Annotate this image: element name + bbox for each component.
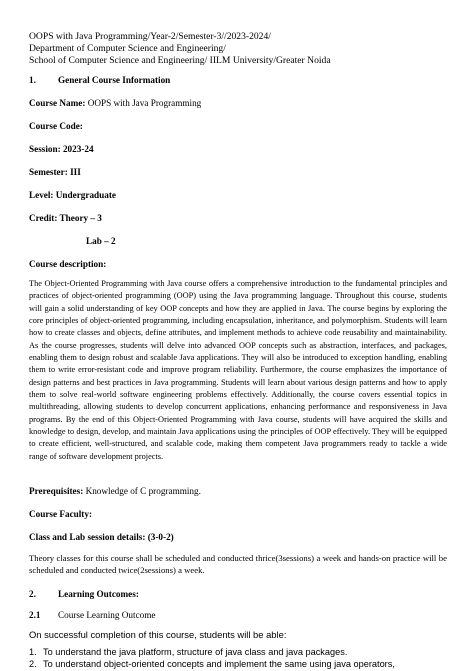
outcome-item (29, 647, 347, 659)
prerequisites-label: Prerequisites: (29, 486, 84, 496)
header-line-2: Department of Computer Science and Engineering/ (29, 43, 226, 54)
section-number: 2. (29, 589, 36, 599)
section-title: General Course Information (58, 75, 171, 85)
course-name-value: OOPS with Java Programming (87, 98, 202, 108)
header-line-3: School of Computer Science and Engineering/ IILM University/Greater Noida (29, 55, 331, 66)
level-line: Level: Undergraduate (29, 190, 117, 200)
class-lab-heading: Class and Lab session details: (3-0-2) (29, 532, 174, 542)
semester-line: Semester: III (29, 167, 81, 177)
header-line-1: OOPS with Java Programming/Year-2/Semester-3//2023-2024/ (29, 31, 271, 42)
outcome-number: 1. (29, 647, 37, 657)
credit-line: Credit: Theory – 3 (29, 213, 102, 223)
subsection-title: Course Learning Outcome (58, 610, 156, 620)
outcome-text: To understand the java platform, structure of java class and java packages. (43, 647, 348, 657)
section-1-heading (29, 74, 170, 86)
outcome-item (29, 659, 395, 671)
lab-credit-line: Lab – 2 (86, 236, 116, 246)
course-name-label: Course Name: (29, 98, 86, 108)
section-title: Learning Outcomes: (58, 589, 139, 599)
subsection-2-1-heading (29, 609, 155, 621)
class-lab-paragraph: Theory classes for this course shall be scheduled and conducted thrice(3sessions) a week and hands-on practice will be scheduled and conducted twice(2sessions) a week. (29, 553, 447, 576)
course-code-label: Course Code: (29, 121, 83, 131)
prerequisites-row (29, 485, 201, 497)
session-line: Session: 2023-24 (29, 144, 94, 154)
subsection-number: 2.1 (29, 610, 41, 620)
prerequisites-value: Knowledge of C programming. (85, 486, 201, 496)
course-description-paragraph: The Object-Oriented Programming with Java course offers a comprehensive introduction to the fundamental principles and practices of object-oriented programming (OOP) using the Java programming language. Throughout this course, students will gain a solid understanding of key OOP concepts and how they are applied in Java. The course begins by exploring the core principles of object-oriented programming, including encapsulation, inheritance, and polymorphism. Students will learn how to create classes and objects, define attributes, and implement methods to achieve code reusability and maintainability. As the course progresses, students will delve into advanced OOP concepts such as abstraction, interfaces, and packages, enabling them to design robust and scalable Java applications. They will also be introduced to exception handling, enabling them to write error-resistant code and improve program reliability. Furthermore, the course emphasizes the importance of design patterns and best practices in Java programming. Students will learn about various design patterns and how to apply them to solve real-world software engineering problems effectively. Additionally, the course covers essential topics in multithreading, allowing students to develop concurrent applications, enhancing performance and responsiveness in Java programs. By the end of this Object-Oriented Programming with Java course, students will have acquired the skills and knowledge to design, develop, and maintain Java applications using the principles of OOP effectively. They will be equipped to create efficient, well-structured, and scalable code, making them competent Java programmers ready to tackle a wide range of software development projects. (29, 279, 447, 461)
course-name-row (29, 97, 201, 109)
section-number: 1. (29, 75, 36, 85)
section-2-heading (29, 588, 139, 600)
course-faculty-label: Course Faculty: (29, 509, 93, 519)
description-heading: Course description: (29, 259, 107, 269)
outcome-text: To understand object-oriented concepts and implement the same using java operators, (43, 659, 395, 669)
outcomes-intro: On successful completion of this course, students will be able: (29, 629, 287, 640)
outcome-number: 2. (29, 659, 37, 669)
